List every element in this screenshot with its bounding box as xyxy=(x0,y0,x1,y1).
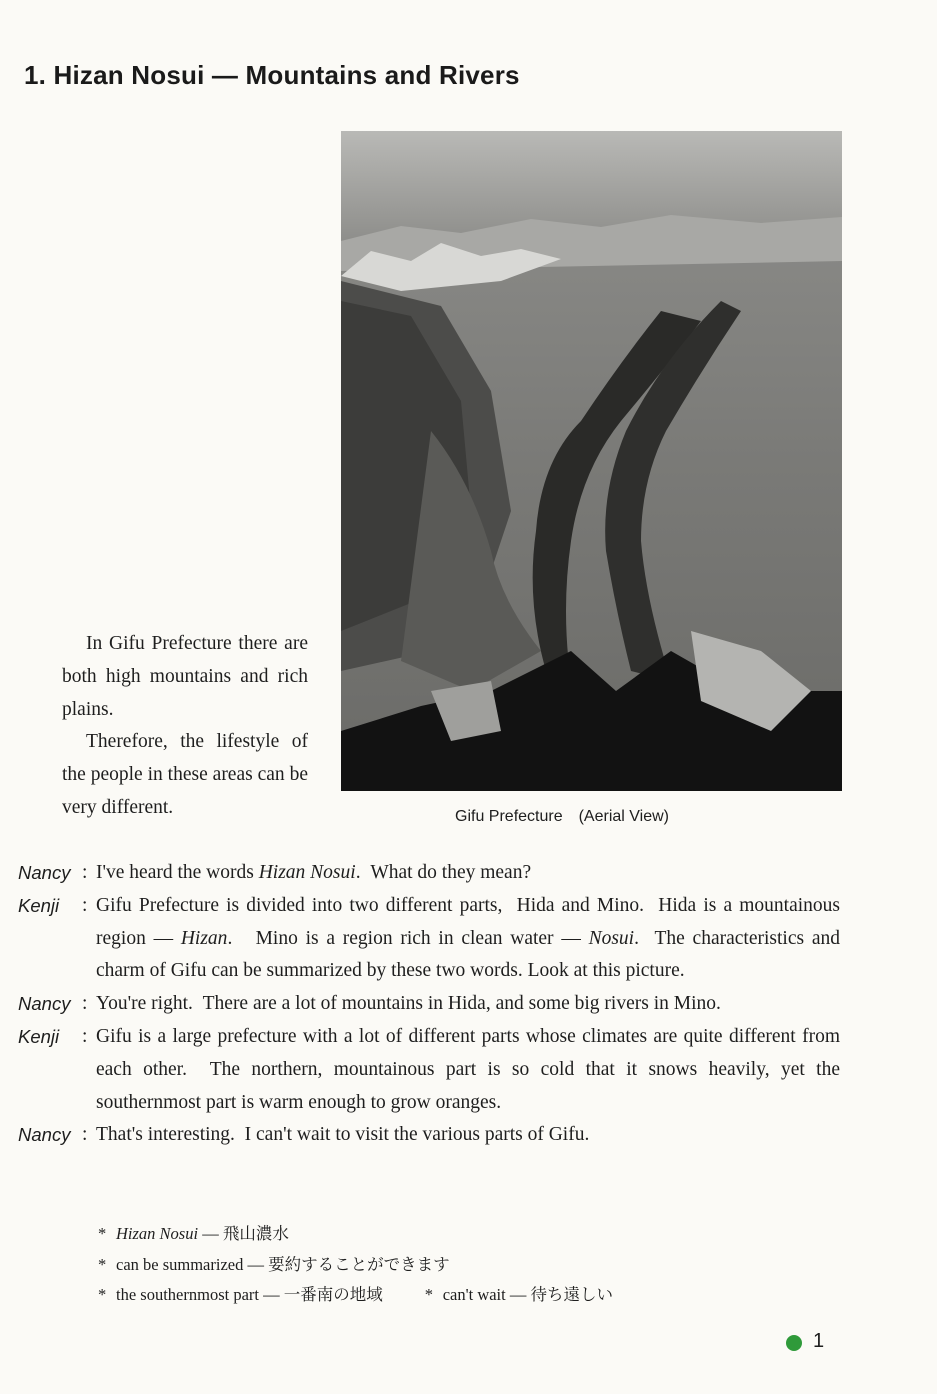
vocab-item xyxy=(98,1280,613,1311)
vocab-separator: — xyxy=(243,1254,269,1274)
aerial-photo xyxy=(341,131,842,791)
dialogue-line: Gifu is a large prefecture with a lot of different parts whose climates are quite different from each other. The northern, mountainous part is so cold that it snows heavily, yet the southernmost part is warm enough to grow oranges. xyxy=(96,1025,840,1113)
vocab-term: Hizan Nosui xyxy=(116,1224,199,1243)
speaker-name: Nancy xyxy=(18,1124,71,1146)
dialogue-line xyxy=(96,890,840,988)
dialogue-text: . The characteristics and charm of Gifu can be summarized by these two words. Look at this picture. xyxy=(96,927,840,982)
dialogue-turn xyxy=(18,1119,840,1152)
intro-paragraph: In Gifu Prefecture there are both high mountains and rich plains. xyxy=(62,633,308,720)
vocab-meaning: 一番南の地域 xyxy=(283,1285,383,1304)
dialogue-turn xyxy=(18,1021,840,1119)
vocab-term: can be summarized xyxy=(116,1254,244,1274)
speaker-name: Nancy xyxy=(18,862,71,883)
page-number: 1 xyxy=(813,1330,825,1352)
dialogue-line: You're right. There are a lot of mountains in Hida, and some big rivers in Mino. xyxy=(96,993,721,1015)
vocab-separator: — xyxy=(198,1224,223,1243)
speaker-name: Kenji xyxy=(18,894,60,916)
speaker-colon: : xyxy=(82,894,88,916)
dialogue-text: Gifu Prefecture is divided into two different parts, Hida and Mino. Hida is a mountainous region — xyxy=(96,894,840,949)
aerial-photo-icon xyxy=(341,131,842,791)
dialogue-text: . What do they mean? xyxy=(355,862,532,883)
emphasis-text: Hizan Nosui xyxy=(258,862,356,883)
speaker-colon: : xyxy=(82,1124,88,1146)
emphasis-text: Hizan xyxy=(180,927,228,949)
vocab-separator: — xyxy=(505,1285,531,1304)
asterisk-icon: * xyxy=(98,1254,107,1274)
vocab-meaning: 飛山濃水 xyxy=(222,1224,289,1243)
dialogue-turn xyxy=(18,857,840,890)
vocab-meaning: 要約することができます xyxy=(268,1254,450,1274)
vocab-term: can't wait xyxy=(442,1285,506,1304)
speaker-name: Nancy xyxy=(18,993,71,1015)
vocab-term: the southernmost part xyxy=(116,1285,259,1304)
dialogue-line: That's interesting. I can't wait to visit the various parts of Gifu. xyxy=(96,1124,590,1146)
dialogue-line xyxy=(96,857,840,890)
dialogue-turn xyxy=(18,988,840,1021)
dialogue-text: I've heard the words xyxy=(96,862,259,883)
speaker-name: Kenji xyxy=(18,1025,60,1047)
intro-paragraph: Therefore, the lifestyle of the people in these areas can be very different. xyxy=(62,731,308,818)
asterisk-icon: * xyxy=(98,1285,107,1304)
speaker-colon: : xyxy=(82,1025,88,1047)
asterisk-icon: * xyxy=(424,1285,433,1304)
asterisk-icon: * xyxy=(98,1224,107,1243)
vocab-meaning: 待ち遠しい xyxy=(530,1285,613,1304)
dialogue-text: . Mino is a region rich in clean water — xyxy=(227,927,589,949)
vocab-item xyxy=(98,1250,613,1281)
page-marker-icon xyxy=(786,1335,802,1351)
vocab-item xyxy=(98,1219,613,1250)
intro-text xyxy=(62,628,308,825)
emphasis-text: Nosui xyxy=(588,927,635,949)
vocabulary-notes xyxy=(98,1219,613,1311)
dialogue-turn xyxy=(18,890,840,988)
vocab-separator: — xyxy=(258,1285,284,1304)
speaker-colon: : xyxy=(82,993,88,1015)
page-title: 1. Hizan Nosui — Mountains and Rivers xyxy=(24,60,520,90)
photo-caption: Gifu Prefecture (Aerial View) xyxy=(455,808,670,825)
speaker-colon: : xyxy=(82,862,88,883)
dialogue xyxy=(18,857,840,1152)
